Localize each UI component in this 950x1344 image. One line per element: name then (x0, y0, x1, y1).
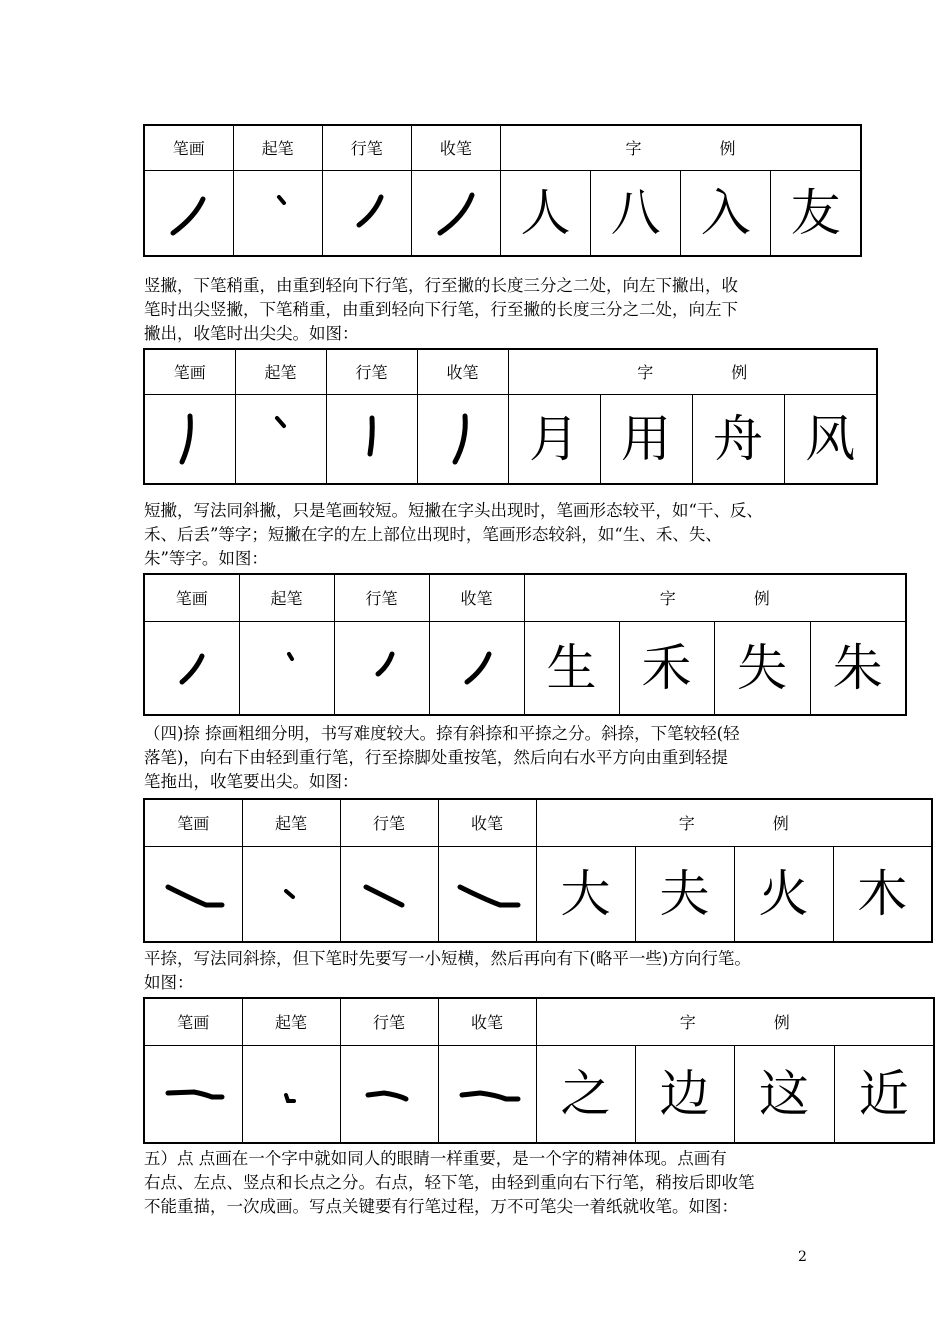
stroke-table-1 (143, 124, 862, 257)
stroke-end (429, 621, 524, 715)
stroke-full (144, 170, 233, 256)
header-end: 收笔 (438, 998, 536, 1045)
header-start: 起笔 (242, 799, 340, 846)
example-char: 月 (508, 394, 600, 484)
stroke-table-3 (143, 573, 907, 716)
header-examples: 字 例 (524, 574, 906, 621)
stroke-end (411, 170, 500, 256)
page-number: 2 (798, 1249, 807, 1265)
header-move: 行笔 (326, 349, 417, 394)
header-end: 收笔 (411, 125, 500, 170)
stroke-move (322, 170, 411, 256)
paragraph-1: 竖撇，下笔稍重，由重到轻向下行笔，行至撇的长度三分之二处，向左下撇出，收 笔时出尖竖撇，下笔稍重，由重到轻向下行笔，行至撇的长度三分之二处，向左下 撇出，收笔时出尖尖。如图： (144, 276, 738, 343)
header-move: 行笔 (340, 799, 438, 846)
stroke-table-5 (143, 997, 935, 1144)
header-start: 起笔 (235, 349, 326, 394)
stroke-start (233, 170, 322, 256)
header-end: 收笔 (438, 799, 536, 846)
header-start: 起笔 (233, 125, 322, 170)
header-stroke: 笔画 (144, 799, 242, 846)
example-char: 八 (591, 170, 681, 256)
example-char: 禾 (619, 621, 714, 715)
stroke-full (144, 621, 239, 715)
example-char: 生 (524, 621, 619, 715)
example-char: 人 (500, 170, 590, 256)
example-char: 失 (714, 621, 810, 715)
stroke-move (340, 1045, 438, 1143)
example-char: 风 (784, 394, 877, 484)
stroke-start (239, 621, 334, 715)
header-end: 收笔 (429, 574, 524, 621)
stroke-table-4 (143, 798, 933, 943)
header-stroke: 笔画 (144, 125, 233, 170)
example-char: 木 (833, 846, 932, 942)
header-stroke: 笔画 (144, 998, 242, 1045)
example-char: 之 (536, 1045, 635, 1143)
stroke-full (144, 1045, 242, 1143)
stroke-start (235, 394, 326, 484)
example-char: 夫 (635, 846, 734, 942)
paragraph-3: （四)捺 捺画粗细分明，书写难度较大。捺有斜捺和平捺之分。斜捺，下笔较轻(轻 落笔)，向右下由轻到重行笔，行至捺脚处重按笔，然后向右水平方向由重到轻提 笔拖出，收笔要出尖。如图： (144, 724, 740, 791)
header-stroke: 笔画 (144, 349, 235, 394)
header-start: 起笔 (239, 574, 334, 621)
example-char: 朱 (810, 621, 906, 715)
example-char: 近 (834, 1045, 934, 1143)
stroke-start (242, 1045, 340, 1143)
stroke-end (438, 846, 536, 942)
header-examples: 字 例 (500, 125, 861, 170)
paragraph-5: 五）点 点画在一个字中就如同人的眼睛一样重要，是一个字的精神体现。点画有 右点、左点、竖点和长点之分。右点，轻下笔，由轻到重向右下行笔，稍按后即收笔 不能重描，一次成画。写点关键要有行笔过程，万不可笔尖一着纸就收笔。如图： (144, 1149, 755, 1216)
stroke-full (144, 394, 235, 484)
stroke-move (326, 394, 417, 484)
header-stroke: 笔画 (144, 574, 239, 621)
example-char: 用 (600, 394, 692, 484)
stroke-move (340, 846, 438, 942)
header-examples: 字 例 (536, 998, 934, 1045)
header-examples: 字 例 (508, 349, 877, 394)
example-char: 这 (734, 1045, 834, 1143)
header-move: 行笔 (322, 125, 411, 170)
stroke-end (417, 394, 508, 484)
paragraph-4: 平捺，写法同斜捺，但下笔时先要写一小短横，然后再向有下(略平一些)方向行笔。 如图： (144, 949, 751, 992)
paragraph-2: 短撇，写法同斜撇，只是笔画较短。短撇在字头出现时，笔画形态较平，如“干、反、 禾、后丢”等字；短撇在字的左上部位出现时，笔画形态较斜，如“生、禾、失、 朱”等字。如图： (144, 501, 763, 568)
stroke-end (438, 1045, 536, 1143)
header-start: 起笔 (242, 998, 340, 1045)
header-move: 行笔 (334, 574, 429, 621)
stroke-start (242, 846, 340, 942)
example-char: 边 (635, 1045, 734, 1143)
stroke-move (334, 621, 429, 715)
example-char: 舟 (692, 394, 784, 484)
header-end: 收笔 (417, 349, 508, 394)
example-char: 大 (536, 846, 635, 942)
example-char: 友 (771, 170, 861, 256)
stroke-full (144, 846, 242, 942)
stroke-table-2 (143, 348, 878, 485)
header-move: 行笔 (340, 998, 438, 1045)
header-examples: 字 例 (536, 799, 932, 846)
example-char: 入 (681, 170, 771, 256)
example-char: 火 (734, 846, 833, 942)
